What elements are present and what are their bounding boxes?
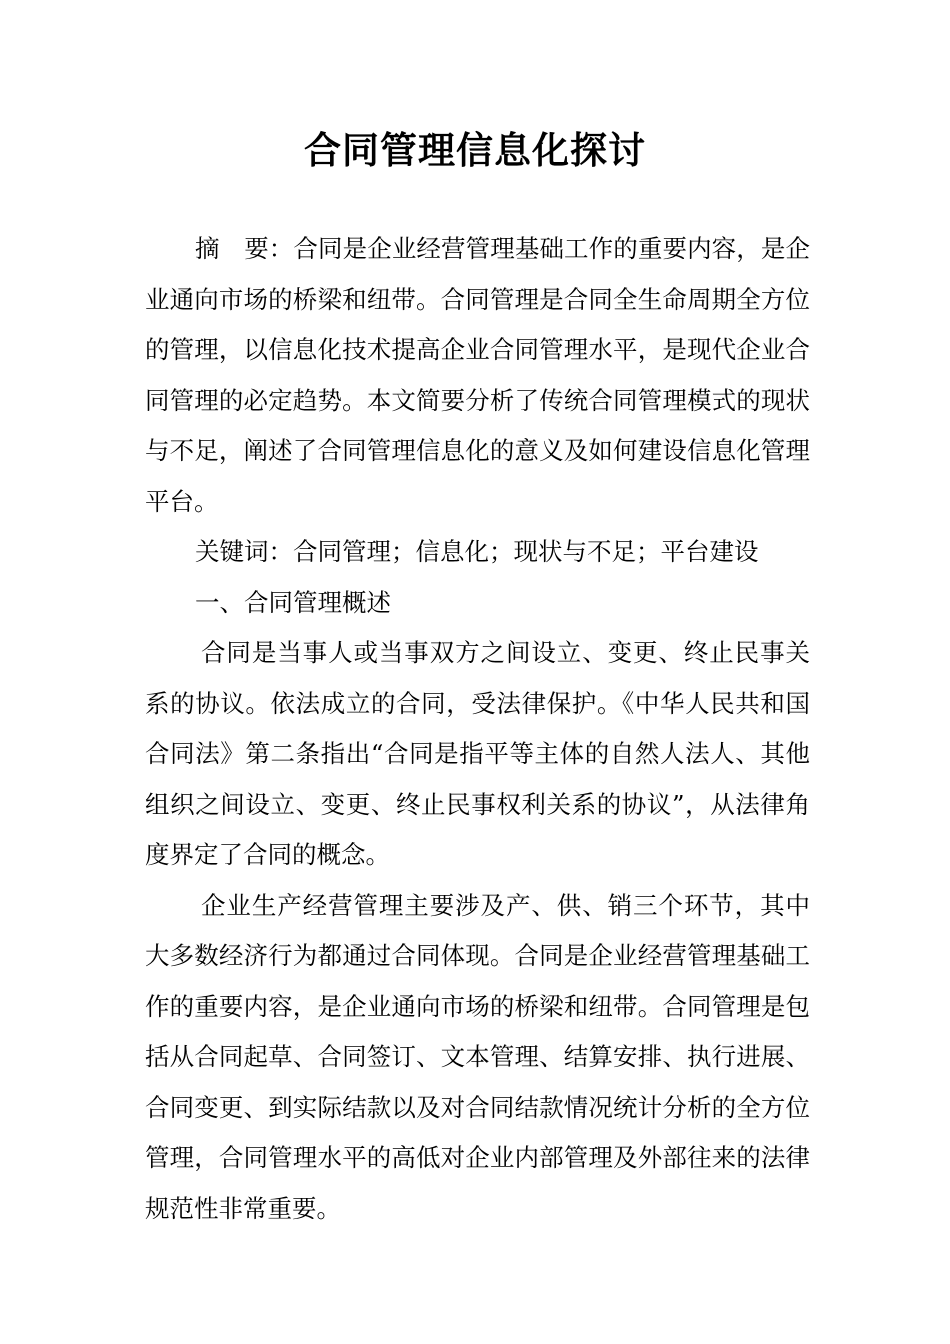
body-paragraph: 企业生产经营管理主要涉及产、供、销三个环节，其中大多数经济行为都通过合同体现。合同是企业经营管理基础工作的重要内容，是企业通向市场的桥梁和纽带。合同管理是包括从合同起草、合同签订、文本管理、结算安排、执行进展、合同变更、到实际结款以及对合同结款情况统计分析的全方位管理，合同管理水平的高低对企业内部管理及外部往来的法律规范性非常重要。 (145, 890, 810, 1223)
document-title: 合同管理信息化探讨 (304, 128, 646, 172)
abstract-paragraph: 摘 要：合同是企业经营管理基础工作的重要内容，是企业通向市场的桥梁和纽带。合同管理是合同全生命周期全方位的管理，以信息化技术提高企业合同管理水平，是现代企业合同管理的必定趋势。本文简要分析了传统合同管理模式的现状与不足，阐述了合同管理信息化的意义及如何建设信息化管理平台。 (145, 234, 810, 516)
keywords-line: 关键词：合同管理；信息化；现状与不足；平台建设 (195, 537, 759, 566)
section-heading: 一、合同管理概述 (195, 587, 391, 617)
body-paragraph: 合同是当事人或当事双方之间设立、变更、终止民事关系的协议。依法成立的合同，受法律保护。《中华人民共和国合同法》第二条指出“合同是指平等主体的自然人法人、其他组织之间设立、变更、终止民事权利关系的协议”，从法律角度界定了合同的概念。 (145, 638, 810, 869)
document-body (145, 224, 810, 1234)
